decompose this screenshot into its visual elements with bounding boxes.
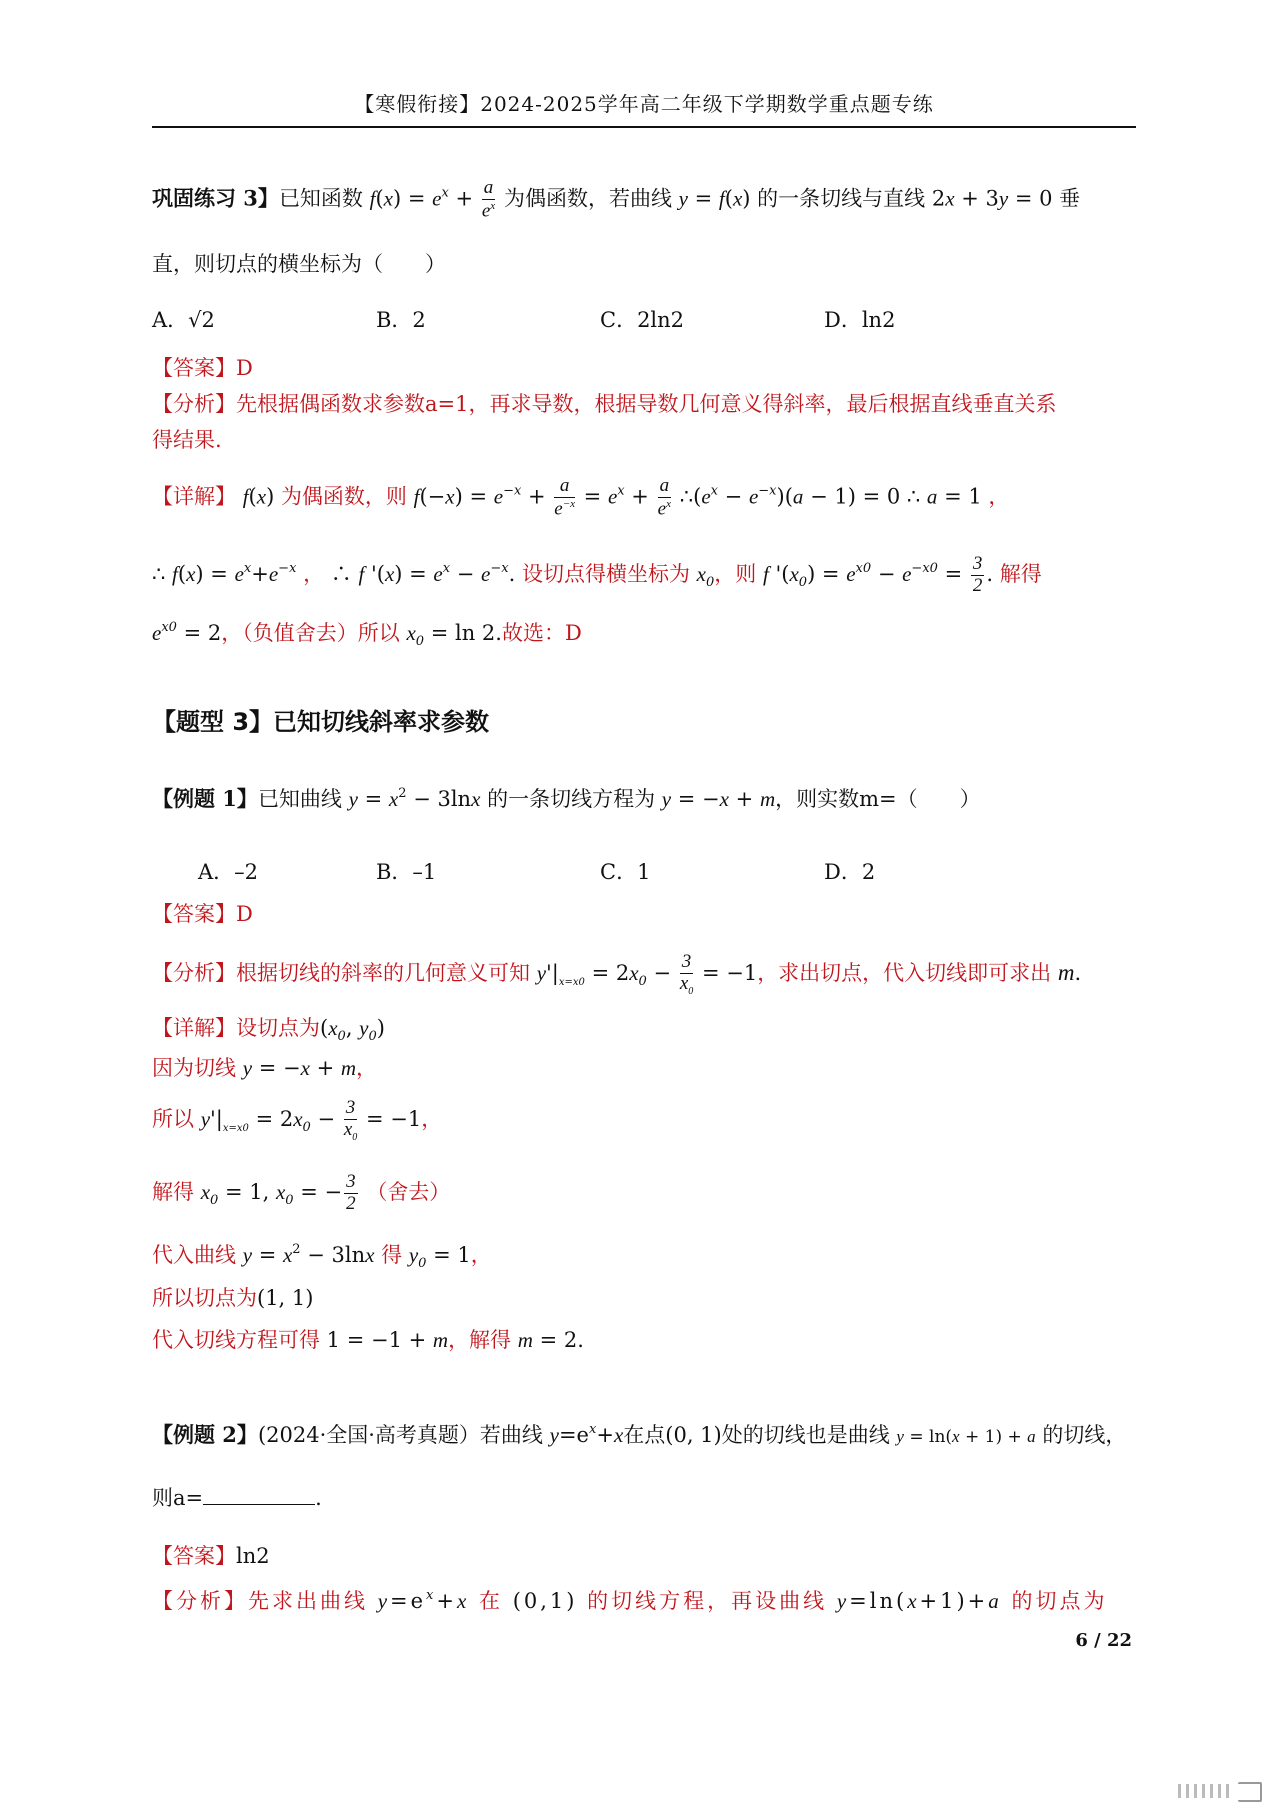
example1-question: 【例题 1】已知曲线 $y = x^2 - 3\ln x$ 的一条切线方程为 y = −x + m，则实数m=（ ） — [152, 786, 981, 811]
example1-analysis: 【分析】根据切线的斜率的几何意义可知 $y'|_{x=x0} = 2x_0$ − $\frac{3}{x_0}$ = −1，求出切点，代入切线即可求出 m. — [152, 951, 1082, 997]
example1-step-7: 代入切线方程可得 1 = −1 + m，解得 m = 2. — [152, 1328, 584, 1352]
example1-step-3: 所以 $y'|_{x=x0} = 2x_0$ − $\frac{3}{x_0}$ = −1， — [152, 1097, 443, 1143]
scroll-indicator-bars — [1178, 1784, 1234, 1798]
example2-answer: 【答案】ln2 — [152, 1544, 270, 1568]
practice3-option-c: C．2ln2 — [600, 308, 685, 332]
practice3-answer: 【答案】D — [152, 356, 253, 380]
practice3-analysis: 【分析】先根据偶函数求参数a=1，再求导数，根据导数几何意义得斜率，最后根据直线垂直关系 — [152, 392, 1057, 416]
example1-step-2: 因为切线 y = −x + m， — [152, 1056, 378, 1080]
practice3-detail-line3: $e^{x0} = 2$，（负值舍去）所以 $x_0 = \ln 2$.故选：D — [152, 620, 582, 649]
practice3-analysis-cont: 得结果. — [152, 428, 222, 452]
practice3-label: 巩固练习 3】 — [152, 185, 279, 211]
practice3-detail-line2: ∴ $f(x) = e^x+e^{-x}$ ， ∴ f '$(x) = e^x - e^{-x}$. 设切点得横坐标为 $x_0$，则 f '$(x_0) = e^{x0} - e^{-x0}$ = $\frac{3}{2}$ . 解得 — [152, 553, 1042, 596]
practice3-option-a: A．√2 — [152, 308, 215, 332]
example2-analysis: 【分析】先求出曲线 $y=e^x+x$ 在 (0,1) 的切线方程，再设曲线 y=ln(x+1)+a 的切点为 — [152, 1588, 1108, 1613]
example1-step-1: 【详解】设切点为($x_0$, $y_0$) — [152, 1016, 385, 1044]
page-header: 【寒假衔接】2024-2025学年高二年级下学期数学重点题专练 — [354, 92, 934, 116]
header-rule — [152, 126, 1136, 128]
example1-step-5: 代入曲线 $y = x^2 - 3\ln x$ 得 $y_0 = 1$， — [152, 1242, 492, 1271]
example1-option-c: C．1 — [600, 860, 651, 884]
example2-line2: 则a= . — [152, 1486, 322, 1510]
fullscreen-icon[interactable] — [1238, 1782, 1262, 1802]
example1-option-b: B．–1 — [376, 860, 437, 884]
practice3-option-b: B．2 — [376, 308, 426, 332]
example1-option-a: A．–2 — [198, 860, 259, 884]
example1-option-d: D．2 — [824, 860, 876, 884]
page-number: 6 / 22 — [1075, 1630, 1132, 1651]
practice3-question-line2: 直，则切点的横坐标为（ ） — [152, 252, 446, 276]
practice3-option-d: D．ln2 — [824, 308, 896, 332]
section-title: 【题型 3】已知切线斜率求参数 — [152, 708, 490, 736]
example2-question: 【例题 2】(2024·全国·高考真题）若曲线 $y=e^x+x$在点(0, 1)处的切线也是曲线 y = ln(x + 1) + a 的切线， — [152, 1422, 1127, 1447]
practice3-detail-line1: 【详解】 f(x) 为偶函数，则 $f(-x) = e^{-x}$ + $\frac{a}{e^{-x}}$ = $e^x$ + $\frac{a}{e^x}$ $\therefore(e^x - e^{-x})(a - 1) = 0$ ∴ a = 1 ， — [152, 475, 1010, 520]
example1-answer: 【答案】D — [152, 902, 253, 926]
answer-blank — [203, 1486, 315, 1505]
example1-step-4: 解得 $x_0 = 1$, $x_0$ = − $\frac{3}{2}$ （舍去） — [152, 1171, 451, 1214]
practice3-question-line1: 巩固练习 3】已知函数 $f(x) = e^x$ + $\frac{a}{e^x}$ 为偶函数，若曲线 y = f(x) 的一条切线与直线 2x + 3y = 0 垂 — [152, 177, 1081, 222]
example1-step-6: 所以切点为(1, 1) — [152, 1286, 314, 1310]
